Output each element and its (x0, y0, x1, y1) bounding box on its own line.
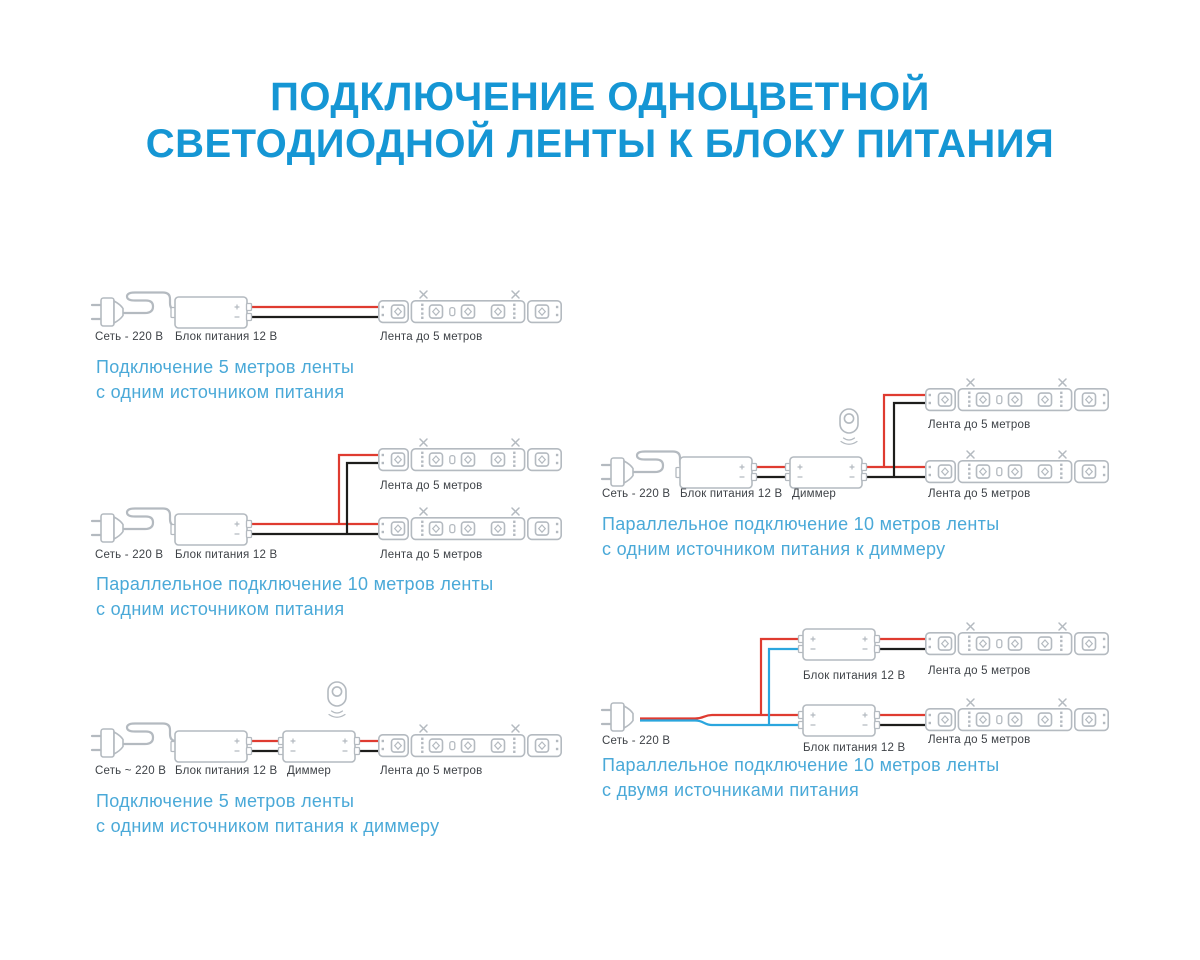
psu-label: Блок питания 12 В (175, 331, 278, 343)
psu-label: Блок питания 12 В (175, 549, 278, 561)
strip-label: Лента до 5 метров (928, 665, 1031, 677)
power-supply-icon (171, 514, 252, 545)
caption-line: Параллельное подключение 10 метров ленты (602, 514, 1000, 534)
strip-label: Лента до 5 метров (928, 419, 1031, 431)
dimmer-label: Диммер (792, 488, 837, 500)
mains-label: Сеть ~ 220 В (95, 765, 167, 777)
remote-control-icon (840, 409, 858, 444)
diagram-caption (602, 753, 999, 803)
led-strip-icon (926, 379, 1108, 410)
led-strip-icon (379, 439, 561, 470)
diagram-strip-10m-parallel-single-psu-dimmer (602, 379, 1108, 488)
diagram-caption (96, 789, 439, 839)
diagram-strip-5m-single-psu (92, 291, 561, 328)
power-supply-icon (171, 731, 252, 762)
page-title-line2: СВЕТОДИОДНОЙ ЛЕНТЫ К БЛОКУ ПИТАНИЯ (145, 122, 1055, 166)
power-supply-icon (676, 457, 757, 488)
wire-red (247, 455, 382, 524)
dimmer-icon (786, 457, 867, 488)
led-strip-icon (379, 725, 561, 756)
caption-line: с одним источником питания к диммеру (96, 816, 440, 836)
strip-label: Лента до 5 метров (928, 734, 1031, 746)
caption-line: Подключение 5 метров ленты (96, 357, 355, 377)
strip-label: Лента до 5 метров (380, 765, 483, 777)
mains-label: Сеть - 220 В (602, 488, 671, 500)
mains-label: Сеть - 220 В (602, 735, 671, 747)
caption-line: Параллельное подключение 10 метров ленты (96, 574, 494, 594)
power-supply-icon (171, 297, 252, 328)
plug-icon (602, 458, 633, 486)
psu-label: Блок питания 12 В (803, 670, 906, 682)
strip-label: Лента до 5 метров (380, 331, 483, 343)
plug-icon (92, 514, 123, 542)
diagram-strip-5m-single-psu-dimmer (92, 682, 561, 762)
strip-label: Лента до 5 метров (380, 480, 483, 492)
psu-label: Блок питания 12 В (803, 742, 906, 754)
led-strip-icon (926, 623, 1108, 654)
diagram-caption (602, 512, 999, 562)
led-strip-icon (379, 291, 561, 322)
wire-black (875, 649, 927, 725)
power-supply-icon (799, 705, 880, 736)
caption-line: с одним источником питания к диммеру (602, 539, 946, 559)
diagram-strip-10m-parallel-single-psu (92, 439, 561, 545)
page-title-line1: ПОДКЛЮЧЕНИЕ ОДНОЦВЕТНОЙ (270, 75, 930, 119)
led-strip-icon (379, 508, 561, 539)
dimmer-label: Диммер (287, 765, 332, 777)
led-strip-icon (926, 699, 1108, 730)
strip-label: Лента до 5 метров (380, 549, 483, 561)
caption-line: Подключение 5 метров ленты (96, 791, 355, 811)
led-strip-icon (926, 451, 1108, 482)
remote-control-icon (328, 682, 346, 717)
mains-label: Сеть - 220 В (95, 331, 164, 343)
diagram-caption (96, 355, 354, 405)
plug-icon (92, 298, 123, 326)
plug-icon (602, 703, 633, 731)
psu-label: Блок питания 12 В (175, 765, 278, 777)
psu-label: Блок питания 12 В (680, 488, 783, 500)
caption-line: с двумя источниками питания (602, 780, 860, 800)
plug-icon (92, 729, 123, 757)
caption-line: Параллельное подключение 10 метров ленты (602, 755, 1000, 775)
caption-line: с одним источником питания (96, 599, 345, 619)
power-supply-icon (799, 629, 880, 660)
dimmer-icon (279, 731, 360, 762)
mains-label: Сеть - 220 В (95, 549, 164, 561)
strip-label: Лента до 5 метров (928, 488, 1031, 500)
diagram-caption (96, 572, 493, 622)
wire-blue (640, 649, 807, 725)
caption-line: с одним источником питания (96, 382, 345, 402)
